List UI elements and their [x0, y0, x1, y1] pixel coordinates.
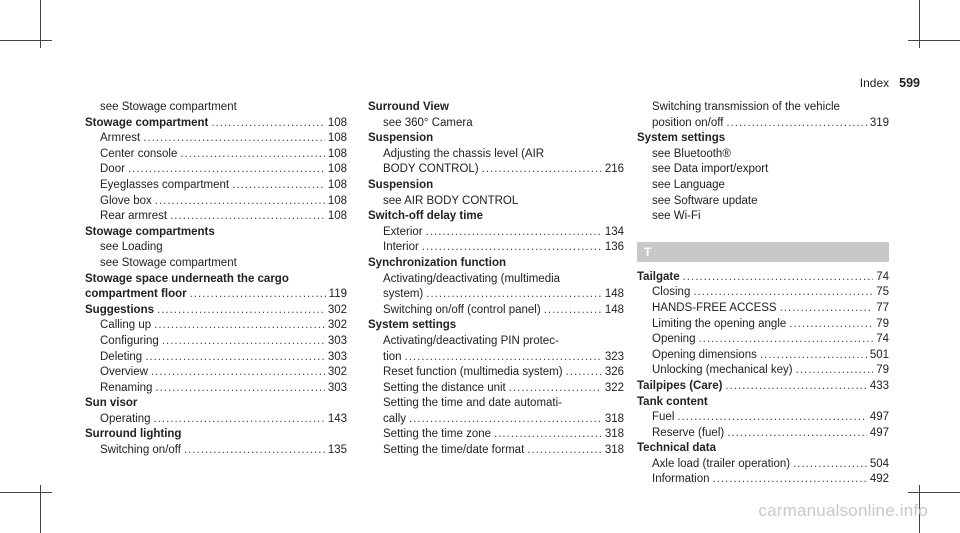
- dot-leader: [780, 301, 874, 317]
- index-letter-heading: T: [637, 242, 889, 262]
- index-entry: [368, 209, 624, 225]
- page-ref[interactable]: 108: [327, 163, 347, 176]
- index-column-1: [85, 100, 347, 459]
- index-subentry: [85, 147, 347, 163]
- dot-leader: [154, 412, 325, 428]
- index-subentry: [637, 317, 889, 333]
- index-subentry: [85, 131, 347, 147]
- entry-text: Stowage compartments: [85, 225, 215, 238]
- entry-text: Interior: [383, 241, 419, 254]
- index-subentry: [368, 381, 624, 397]
- dot-leader: [154, 318, 325, 334]
- index-subentry: [637, 116, 889, 132]
- page-ref[interactable]: 318: [604, 412, 624, 425]
- page-ref[interactable]: 108: [327, 147, 347, 160]
- entry-text: Activating/deactivating (multimedia: [383, 272, 561, 285]
- index-entry: [637, 379, 889, 395]
- index-subentry: [85, 256, 347, 272]
- index-entry: [368, 318, 624, 334]
- index-subentry: [368, 303, 624, 319]
- dot-leader: [162, 334, 325, 350]
- watermark: carmanualsonline.info: [758, 501, 928, 520]
- page-ref[interactable]: 77: [876, 301, 889, 314]
- index-subentry: [637, 209, 889, 225]
- dot-leader: [793, 457, 867, 473]
- entry-text: Switching on/off (control panel): [383, 303, 541, 316]
- dot-leader: [409, 412, 602, 428]
- entry-text: see AIR BODY CONTROL: [383, 194, 519, 207]
- index-column-2: [368, 100, 624, 459]
- index-subentry: [637, 426, 889, 442]
- dot-leader: [190, 287, 326, 303]
- index-subentry: [637, 348, 889, 364]
- section-label: Index: [859, 76, 890, 90]
- entry-text: position on/off: [652, 116, 724, 129]
- entry-text: Switching on/off: [100, 444, 181, 457]
- entry-text: HANDS-FREE ACCESS: [652, 301, 777, 314]
- entry-text: see Bluetooth®: [652, 147, 731, 160]
- index-subentry: [637, 332, 889, 348]
- dot-leader: [232, 178, 325, 194]
- dot-leader: [157, 303, 325, 319]
- page-ref[interactable]: 108: [327, 132, 347, 145]
- dot-leader: [789, 317, 873, 333]
- dot-leader: [725, 379, 866, 395]
- index-entry: [368, 131, 624, 147]
- entry-text: see 360° Camera: [383, 116, 473, 129]
- index-subentry: [368, 350, 624, 366]
- dot-leader: [693, 285, 873, 301]
- index-subentry: [368, 365, 624, 381]
- entry-text: see Loading: [100, 241, 163, 254]
- index-subentry: [85, 334, 347, 350]
- entry-text: tion: [383, 350, 402, 363]
- page-ref[interactable]: 319: [869, 116, 889, 129]
- crop-mark: [0, 492, 52, 493]
- dot-leader: [155, 381, 324, 397]
- page-ref[interactable]: 108: [327, 178, 347, 191]
- entry-text: system): [383, 288, 424, 301]
- index-subentry: [368, 194, 624, 210]
- index-subentry: [368, 240, 624, 256]
- entry-text: Sun visor: [85, 397, 138, 410]
- page-number: 599: [899, 76, 920, 90]
- dot-leader: [422, 240, 602, 256]
- page-ref[interactable]: 497: [869, 426, 889, 439]
- index-subentry: [637, 100, 889, 116]
- page-ref[interactable]: 323: [604, 350, 624, 363]
- entry-text: Axle load (trailer operation): [652, 457, 791, 470]
- page-ref[interactable]: 302: [327, 319, 347, 332]
- index-subentry: [85, 443, 347, 459]
- entry-text: compartment floor: [85, 288, 187, 301]
- index-subentry: [637, 301, 889, 317]
- dot-leader: [482, 162, 602, 178]
- entry-text: Setting the distance unit: [383, 381, 506, 394]
- dot-leader: [426, 225, 602, 241]
- index-subentry: [368, 412, 624, 428]
- entry-text: Armrest: [100, 132, 141, 145]
- index-subentry: [85, 350, 347, 366]
- dot-leader: [405, 350, 602, 366]
- entry-text: Exterior: [383, 225, 423, 238]
- entry-text: Configuring: [100, 334, 159, 347]
- entry-text: Tailpipes (Care): [637, 379, 723, 392]
- index-subentry: [637, 457, 889, 473]
- entry-text: Glove box: [100, 194, 152, 207]
- index-subentry: [85, 240, 347, 256]
- page-ref[interactable]: 134: [604, 225, 624, 238]
- index-entry: [637, 270, 889, 286]
- entry-text: Limiting the opening angle: [652, 317, 787, 330]
- page-ref[interactable]: 303: [327, 381, 347, 394]
- index-subentry: [368, 272, 624, 288]
- index-subentry: [85, 100, 347, 116]
- index-entry: [85, 427, 347, 443]
- page-ref[interactable]: 108: [327, 194, 347, 207]
- entry-text: Technical data: [637, 442, 717, 455]
- page-ref[interactable]: 216: [604, 163, 624, 176]
- page-ref[interactable]: 108: [327, 210, 347, 223]
- entry-text: see Stowage compartment: [100, 256, 237, 269]
- entry-text: Reserve (fuel): [652, 426, 725, 439]
- dot-leader: [544, 303, 602, 319]
- page-ref[interactable]: 136: [604, 241, 624, 254]
- entry-text: Operating: [100, 412, 151, 425]
- entry-text: Rear armrest: [100, 210, 168, 223]
- dot-leader: [683, 270, 874, 286]
- index-subentry: [85, 381, 347, 397]
- entry-text: Switch-off delay time: [368, 210, 484, 223]
- dot-leader: [145, 350, 325, 366]
- index-subentry: [368, 443, 624, 459]
- crop-mark: [908, 492, 960, 493]
- entry-text: Reset function (multimedia system): [383, 366, 563, 379]
- index-subentry: [637, 147, 889, 163]
- index-subentry: [85, 365, 347, 381]
- entry-text: System settings: [368, 319, 457, 332]
- page-header: [860, 76, 920, 90]
- entry-text: Stowage compartment: [85, 116, 209, 129]
- dot-leader: [796, 363, 874, 379]
- crop-mark: [0, 40, 52, 41]
- dot-leader: [727, 426, 867, 442]
- dot-leader: [726, 116, 866, 132]
- entry-text: Switching transmission of the vehicle: [652, 101, 840, 113]
- page-ref[interactable]: 303: [327, 334, 347, 347]
- index-entry: [85, 303, 347, 319]
- dot-leader: [698, 332, 873, 348]
- page-ref[interactable]: 326: [604, 366, 624, 379]
- entry-text: see Data import/export: [652, 163, 769, 176]
- entry-text: Opening: [652, 333, 696, 346]
- index-subentry: [85, 178, 347, 194]
- index-subentry: [637, 410, 889, 426]
- entry-text: see Software update: [652, 194, 758, 207]
- index-entry: [85, 287, 347, 303]
- index-subentry: [637, 194, 889, 210]
- entry-text: Deleting: [100, 350, 143, 363]
- page-ref[interactable]: 504: [869, 457, 889, 470]
- dot-leader: [128, 162, 325, 178]
- page-ref[interactable]: 302: [327, 366, 347, 379]
- page-ref[interactable]: 148: [604, 303, 624, 316]
- index-entry: [85, 272, 347, 288]
- index-subentry: [368, 427, 624, 443]
- index-subentry: [85, 209, 347, 225]
- page-ref[interactable]: 119: [328, 288, 347, 301]
- page-ref[interactable]: 74: [876, 270, 889, 283]
- page-ref[interactable]: 433: [869, 379, 889, 392]
- index-subentry: [85, 412, 347, 428]
- page-ref[interactable]: 318: [604, 428, 624, 441]
- index-entry: [368, 178, 624, 194]
- page-ref[interactable]: 501: [869, 348, 889, 361]
- entry-text: Information: [652, 473, 710, 486]
- entry-text: see Stowage compartment: [100, 101, 237, 113]
- entry-text: Stowage space underneath the cargo: [85, 272, 289, 285]
- dot-leader: [566, 365, 602, 381]
- index-subentry: [368, 334, 624, 350]
- dot-leader: [143, 131, 325, 147]
- entry-text: Renaming: [100, 381, 153, 394]
- entry-text: Tank content: [637, 395, 708, 408]
- entry-text: Calling up: [100, 319, 152, 332]
- page-ref[interactable]: 322: [604, 381, 624, 394]
- dot-leader: [211, 116, 324, 132]
- entry-text: Suspension: [368, 132, 434, 145]
- page-ref[interactable]: 79: [876, 317, 889, 330]
- index-entry: [85, 225, 347, 241]
- index-subentry: [637, 472, 889, 488]
- index-subentry: [368, 147, 624, 163]
- index-subentry: [368, 225, 624, 241]
- page-ref[interactable]: 79: [876, 364, 889, 377]
- entry-text: Opening dimensions: [652, 348, 757, 361]
- entry-text: Synchronization function: [368, 256, 506, 269]
- dot-leader: [677, 410, 866, 426]
- dot-leader: [151, 365, 325, 381]
- entry-text: System settings: [637, 132, 726, 145]
- entry-text: Eyeglasses compartment: [100, 178, 230, 191]
- dot-leader: [184, 443, 325, 459]
- entry-text: Activating/deactivating PIN protec-: [383, 334, 559, 347]
- index-subentry: [637, 285, 889, 301]
- index-subentry: [85, 194, 347, 210]
- dot-leader: [426, 287, 602, 303]
- index-entry: [637, 441, 889, 457]
- entry-text: BODY CONTROL): [383, 163, 479, 176]
- entry-text: Closing: [652, 286, 691, 299]
- index-subentry: [368, 116, 624, 132]
- page-ref[interactable]: 318: [604, 444, 624, 457]
- entry-text: Setting the time zone: [383, 428, 492, 441]
- entry-text: Surround lighting: [85, 428, 182, 441]
- entry-text: Adjusting the chassis level (AIR: [383, 147, 545, 160]
- dot-leader: [527, 443, 602, 459]
- entry-text: Suggestions: [85, 303, 155, 316]
- page-ref[interactable]: 497: [869, 411, 889, 424]
- index-subentry: [368, 162, 624, 178]
- entry-text: see Wi-Fi: [652, 210, 701, 223]
- dot-leader: [760, 348, 867, 364]
- dot-leader: [170, 209, 325, 225]
- index-subentry: [85, 162, 347, 178]
- crop-mark: [908, 40, 960, 41]
- entry-text: Center console: [100, 147, 178, 160]
- page-ref[interactable]: 143: [327, 412, 347, 425]
- index-subentry: [637, 363, 889, 379]
- spacer: [637, 225, 889, 236]
- dot-leader: [509, 381, 602, 397]
- entry-text: Unlocking (mechanical key): [652, 364, 793, 377]
- entry-text: see Language: [652, 178, 725, 191]
- entry-text: cally: [383, 412, 407, 425]
- index-entry: [637, 395, 889, 411]
- index-column-3: [637, 100, 889, 488]
- index-subentry: [85, 318, 347, 334]
- index-subentry: [637, 178, 889, 194]
- page-ref[interactable]: 302: [327, 303, 347, 316]
- entry-text: Setting the time and date automati-: [383, 397, 562, 410]
- entry-text: Tailgate: [637, 270, 680, 283]
- page-ref[interactable]: 108: [327, 116, 347, 129]
- page-ref[interactable]: 148: [604, 288, 624, 301]
- entry-text: Fuel: [652, 411, 675, 424]
- index-entry: [368, 256, 624, 272]
- index-entry: [368, 100, 624, 116]
- dot-leader: [180, 147, 324, 163]
- index-entry: [637, 131, 889, 147]
- entry-text: Setting the time/date format: [383, 444, 525, 457]
- entry-text: Overview: [100, 366, 148, 379]
- index-subentry: [637, 162, 889, 178]
- page-ref[interactable]: 492: [869, 473, 889, 486]
- page-ref[interactable]: 75: [876, 286, 889, 299]
- dot-leader: [155, 194, 325, 210]
- index-entry: [85, 116, 347, 132]
- page-ref[interactable]: 303: [327, 350, 347, 363]
- page-ref[interactable]: 135: [327, 444, 347, 457]
- dot-leader: [494, 427, 602, 443]
- entry-text: Suspension: [368, 178, 434, 191]
- entry-text: Door: [100, 163, 125, 176]
- index-subentry: [368, 396, 624, 412]
- page-ref[interactable]: 74: [876, 333, 889, 346]
- index-entry: [85, 396, 347, 412]
- entry-text: Surround View: [368, 101, 449, 113]
- dot-leader: [713, 472, 867, 488]
- index-subentry: [368, 287, 624, 303]
